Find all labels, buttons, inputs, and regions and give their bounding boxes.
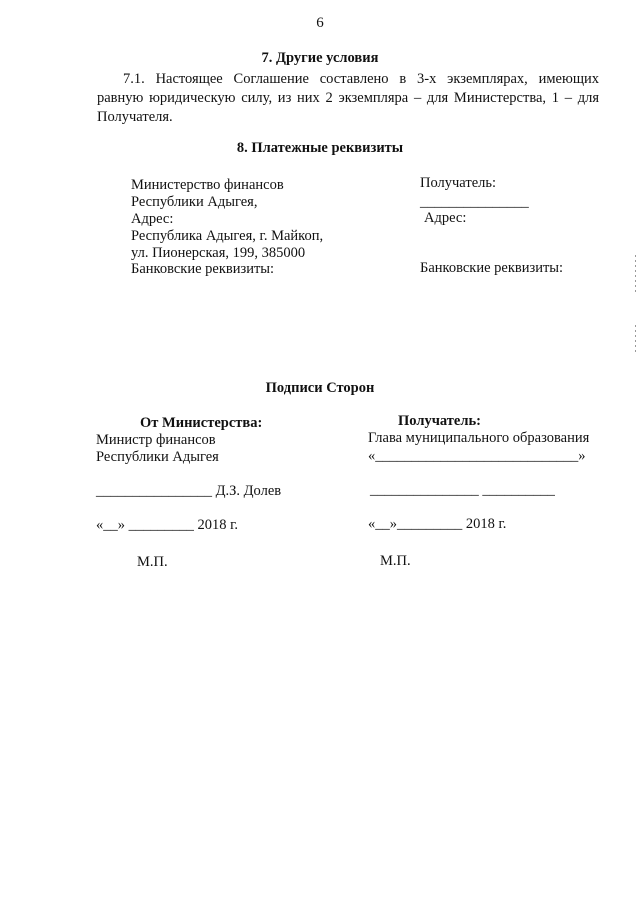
ministry-address-line-2: ул. Пионерская, 199, 385000 <box>131 245 306 261</box>
ministry-signature-line: ________________ Д.З. Долев <box>96 483 282 499</box>
section-7-paragraph-line-2: равную юридическую силу, из них 2 экземпляра – для Министерства, 1 – для <box>97 90 599 106</box>
section-7-paragraph-line-3: Получателя. <box>97 109 173 125</box>
ministry-signatory-title-2: Республики Адыгея <box>96 449 219 465</box>
ministry-name-line-1: Министерство финансов <box>131 177 284 193</box>
scan-edge-mark <box>635 325 636 355</box>
recipient-name-line: «____________________________» <box>368 448 586 464</box>
recipient-signature-line: _______________ __________ <box>370 482 555 498</box>
recipient-signature-heading: Получатель: <box>398 413 481 429</box>
scan-edge-mark <box>635 255 636 295</box>
page-number: 6 <box>316 15 324 31</box>
ministry-name-line-2: Республики Адыгея, <box>131 194 258 210</box>
section-7-paragraph-line-1: 7.1. Настоящее Соглашение составлено в 3-х экземплярах, имеющих <box>123 71 599 87</box>
recipient-blank-line: _______________ <box>420 194 529 210</box>
recipient-signatory-title: Глава муниципального образования <box>368 430 590 446</box>
signatures-heading: Подписи Сторон <box>265 380 375 396</box>
ministry-signature-heading: От Министерства: <box>140 415 263 431</box>
section-7-heading: 7. Другие условия <box>261 50 379 66</box>
ministry-date-line: «__» _________ 2018 г. <box>96 517 239 533</box>
recipient-date-line: «__»_________ 2018 г. <box>368 516 507 532</box>
section-8-heading: 8. Платежные реквизиты <box>236 140 404 156</box>
recipient-bank-details-label: Банковские реквизиты: <box>420 260 564 276</box>
recipient-stamp-placeholder: М.П. <box>380 553 411 569</box>
recipient-label: Получатель: <box>420 175 497 191</box>
ministry-stamp-placeholder: М.П. <box>137 554 168 570</box>
ministry-signatory-title-1: Министр финансов <box>96 432 216 448</box>
ministry-address-label: Адрес: <box>131 211 174 227</box>
ministry-bank-details-label: Банковские реквизиты: <box>131 261 275 277</box>
recipient-address-label: Адрес: <box>424 210 467 226</box>
ministry-address-line-1: Республика Адыгея, г. Майкоп, <box>131 228 324 244</box>
